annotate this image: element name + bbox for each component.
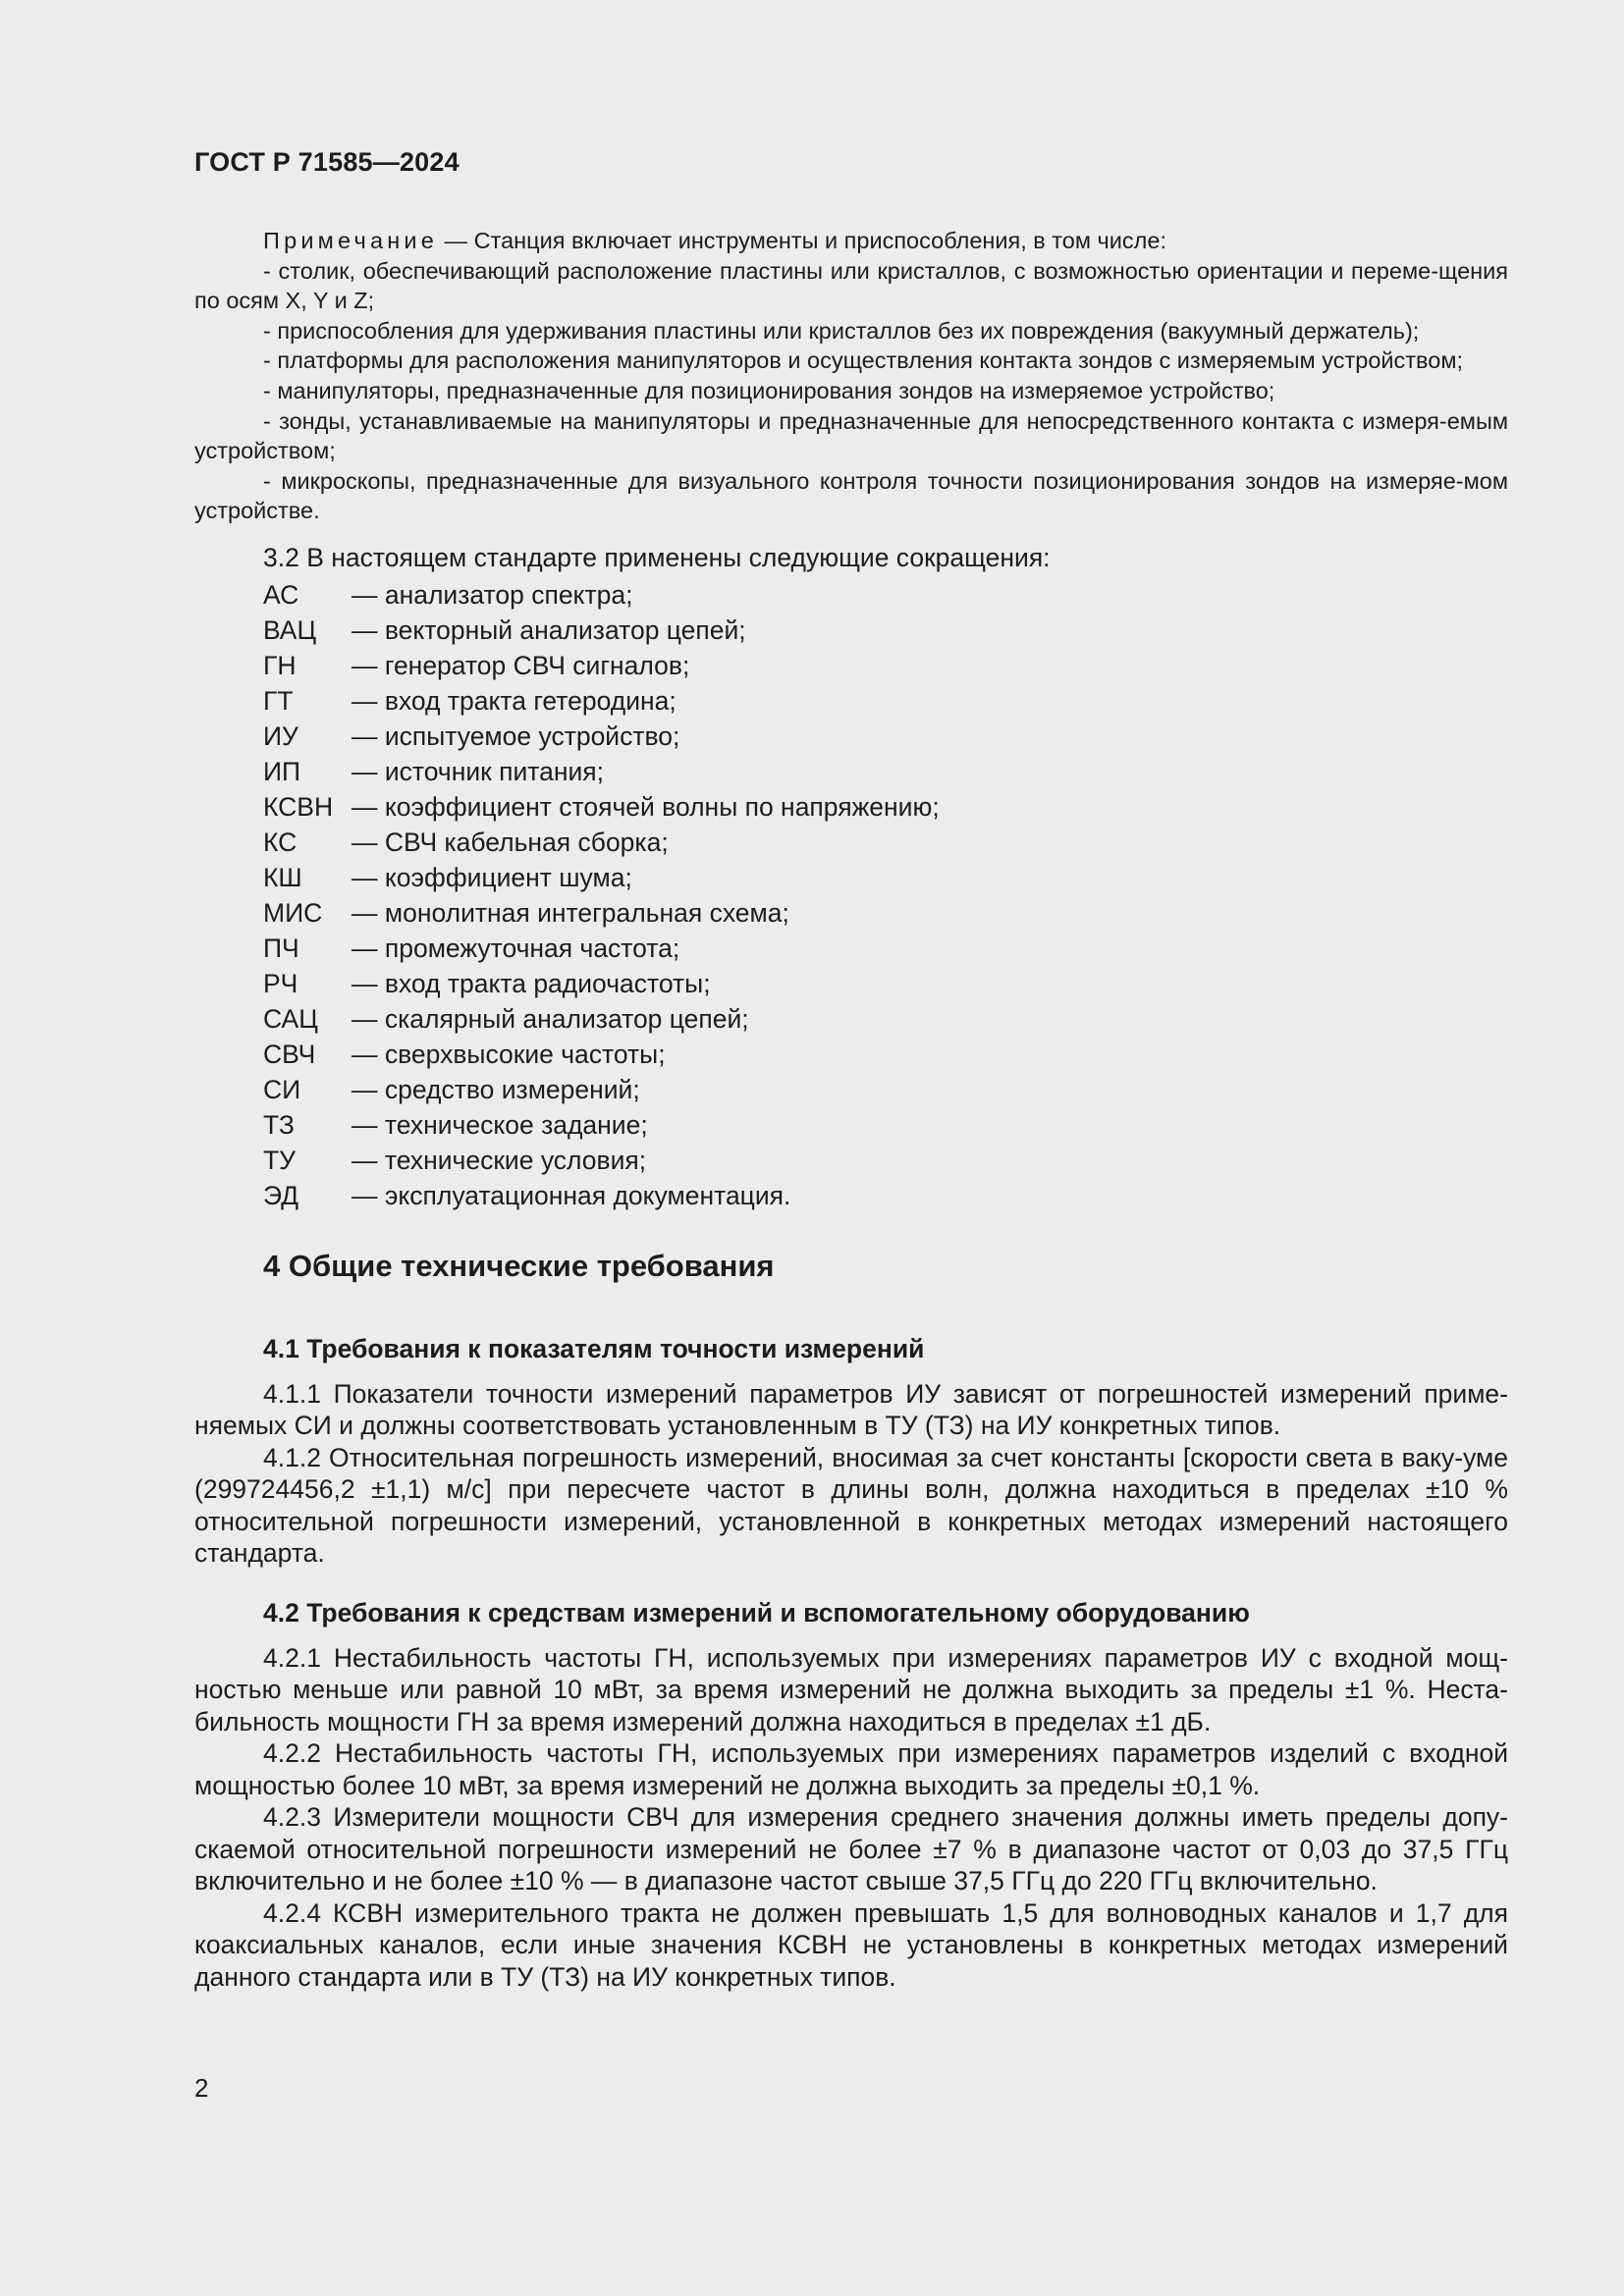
abbreviation-item — [263, 860, 1508, 895]
abbreviation-item — [263, 789, 1508, 825]
abbreviation-text: — вход тракта гетеродина; — [352, 685, 677, 716]
note-item: - манипуляторы, предназначенные для позиционирования зондов на измеряемое устройство; — [263, 377, 1275, 403]
abbreviation-text: — промежуточная частота; — [352, 933, 680, 963]
section-4-2-heading: 4.2 Требования к средствам измерений и вспомогательному оборудованию — [263, 1597, 1250, 1628]
abbreviation-item — [263, 1037, 1508, 1072]
abbreviation-code: СВЧ — [263, 1039, 316, 1069]
abbreviation-text: — сверхвысокие частоты; — [352, 1039, 666, 1069]
abbreviation-code: КС — [263, 827, 298, 857]
abbreviation-item — [263, 1072, 1508, 1107]
abbreviation-text: — техническое задание; — [352, 1109, 648, 1140]
document-header: ГОСТ Р 71585—2024 — [194, 147, 460, 177]
abbreviation-code: РЧ — [263, 968, 298, 998]
section-4-1-heading: 4.1 Требования к показателям точности измерений — [263, 1333, 925, 1363]
section-4-heading: 4 Общие технические требования — [263, 1248, 775, 1283]
paragraph: 4.1.1 Показатели точности измерений параметров ИУ зависят от погрешностей измерений приме-няемых СИ и должны соответствовать установленным в ТУ (ТЗ) на ИУ конкретных типов. — [194, 1378, 1508, 1440]
note-dash: — — [438, 228, 474, 253]
abbreviation-item — [263, 895, 1508, 931]
abbreviation-text: — испытуемое устройство; — [352, 721, 680, 751]
note-block — [194, 226, 1508, 526]
abbreviation-code: ПЧ — [263, 933, 299, 963]
abbreviation-text: — анализатор спектра; — [352, 579, 633, 610]
abbreviation-code: ТЗ — [263, 1109, 295, 1140]
note-label: Примечание — [263, 228, 439, 253]
abbreviation-item — [263, 683, 1508, 719]
abbreviation-text: — эксплуатационная документация. — [352, 1180, 791, 1210]
abbreviation-item — [263, 754, 1508, 789]
paragraph: 4.2.4 КСВН измерительного тракта не должен превышать 1,5 для волноводных каналов и 1,7 для коаксиальных каналов, если иные значения КСВН не установлены в конкретных методах измерений данного стандарта или в ТУ (ТЗ) на ИУ конкретных типов. — [194, 1897, 1508, 1992]
abbreviation-item — [263, 1001, 1508, 1037]
abbreviation-text: — коэффициент стоячей волны по напряжению; — [352, 791, 940, 822]
abbreviations-intro: 3.2 В настоящем стандарте применены следующие сокращения: — [263, 543, 1051, 572]
paragraph: 4.1.2 Относительная погрешность измерений, вносимая за счет константы [скорости света в ваку-уме (299724456,2 ±1,1) м/с] при пересчете частот в длины волн, должна находиться в пределах ±10 % относительной погрешности измерений, установленной в конкретных методах измерений настоящего стандарта. — [194, 1442, 1508, 1568]
abbreviation-item — [263, 648, 1508, 683]
abbreviation-text: — вход тракта радиочастоты; — [352, 968, 711, 998]
abbreviation-text: — средство измерений; — [352, 1074, 640, 1104]
note-intro-text: Станция включает инструменты и приспособления, в том числе: — [473, 228, 1166, 253]
abbreviation-item — [263, 719, 1508, 754]
abbreviation-code: КШ — [263, 862, 302, 892]
abbreviation-code: АС — [263, 579, 299, 610]
abbreviation-text: — технические условия; — [352, 1145, 647, 1175]
abbreviation-text: — источник питания; — [352, 756, 604, 786]
page-number: 2 — [194, 2073, 209, 2103]
abbreviation-item — [263, 966, 1508, 1001]
abbreviation-text: — генератор СВЧ сигналов; — [352, 650, 690, 680]
abbreviation-code: ИП — [263, 756, 301, 786]
paragraph: 4.2.3 Измерители мощности СВЧ для измерения среднего значения должны иметь пределы допу-скаемой относительной погрешности измерений не более ±7 % в диапазоне частот от 0,03 до 37,5 ГГц включительно и не более ±10 % — в диапазоне частот свыше 37,5 ГГц до 220 ГГц включительно. — [194, 1802, 1508, 1896]
abbreviation-item — [263, 577, 1508, 613]
abbreviation-code: ГН — [263, 650, 297, 680]
abbreviation-code: ЭД — [263, 1180, 299, 1210]
abbreviation-code: КСВН — [263, 791, 334, 822]
abbreviation-text: — СВЧ кабельная сборка; — [352, 827, 669, 857]
abbreviation-text: — скалярный анализатор цепей; — [352, 1003, 749, 1034]
note-item: - платформы для расположения манипуляторов и осуществления контакта зондов с измеряемым устройством; — [263, 347, 1463, 374]
abbreviation-item — [263, 825, 1508, 860]
abbreviation-item — [263, 1143, 1508, 1178]
abbreviation-code: ГТ — [263, 685, 294, 716]
abbreviation-item — [263, 1178, 1508, 1213]
note-item: - микроскопы, предназначенные для визуального контроля точности позиционирования зондов на измеряе-мом устройстве. — [194, 467, 1508, 524]
abbreviation-code: МИС — [263, 897, 323, 928]
note-item: - зонды, устанавливаемые на манипуляторы и предназначенные для непосредственного контакта с измеря-емым устройством; — [194, 407, 1508, 464]
abbreviations-list — [263, 577, 1508, 1213]
abbreviation-code: СИ — [263, 1074, 301, 1104]
paragraph: 4.2.2 Нестабильность частоты ГН, используемых при измерениях параметров изделий с входной мощностью более 10 мВт, за время измерений не должна выходить за пределы ±0,1 %. — [194, 1738, 1508, 1800]
main-content — [194, 542, 1508, 1993]
abbreviation-item — [263, 1107, 1508, 1143]
abbreviation-code: ВАЦ — [263, 614, 317, 645]
note-item: - столик, обеспечивающий расположение пластины или кристаллов, с возможностью ориентации и переме-щения по осям X, Y и Z; — [194, 257, 1508, 314]
note-item: - приспособления для удерживания пластины или кристаллов без их повреждения (вакуумный держатель); — [263, 317, 1420, 344]
abbreviation-code: ТУ — [263, 1145, 297, 1175]
abbreviation-text: — монолитная интегральная схема; — [352, 897, 789, 928]
abbreviation-item — [263, 931, 1508, 966]
note-intro — [194, 226, 1508, 256]
abbreviation-text: — векторный анализатор цепей; — [352, 614, 746, 645]
abbreviation-code: САЦ — [263, 1003, 318, 1034]
abbreviation-text: — коэффициент шума; — [352, 862, 632, 892]
paragraph: 4.2.1 Нестабильность частоты ГН, используемых при измерениях параметров ИУ с входной мощ-ностью меньше или равной 10 мВт, за время измерений не должна выходить за пределы ±1 %. Неста-бильность мощности ГН за время измерений должна находиться в пределах ±1 дБ. — [194, 1642, 1508, 1736]
abbreviation-code: ИУ — [263, 721, 298, 751]
abbreviation-item — [263, 613, 1508, 648]
